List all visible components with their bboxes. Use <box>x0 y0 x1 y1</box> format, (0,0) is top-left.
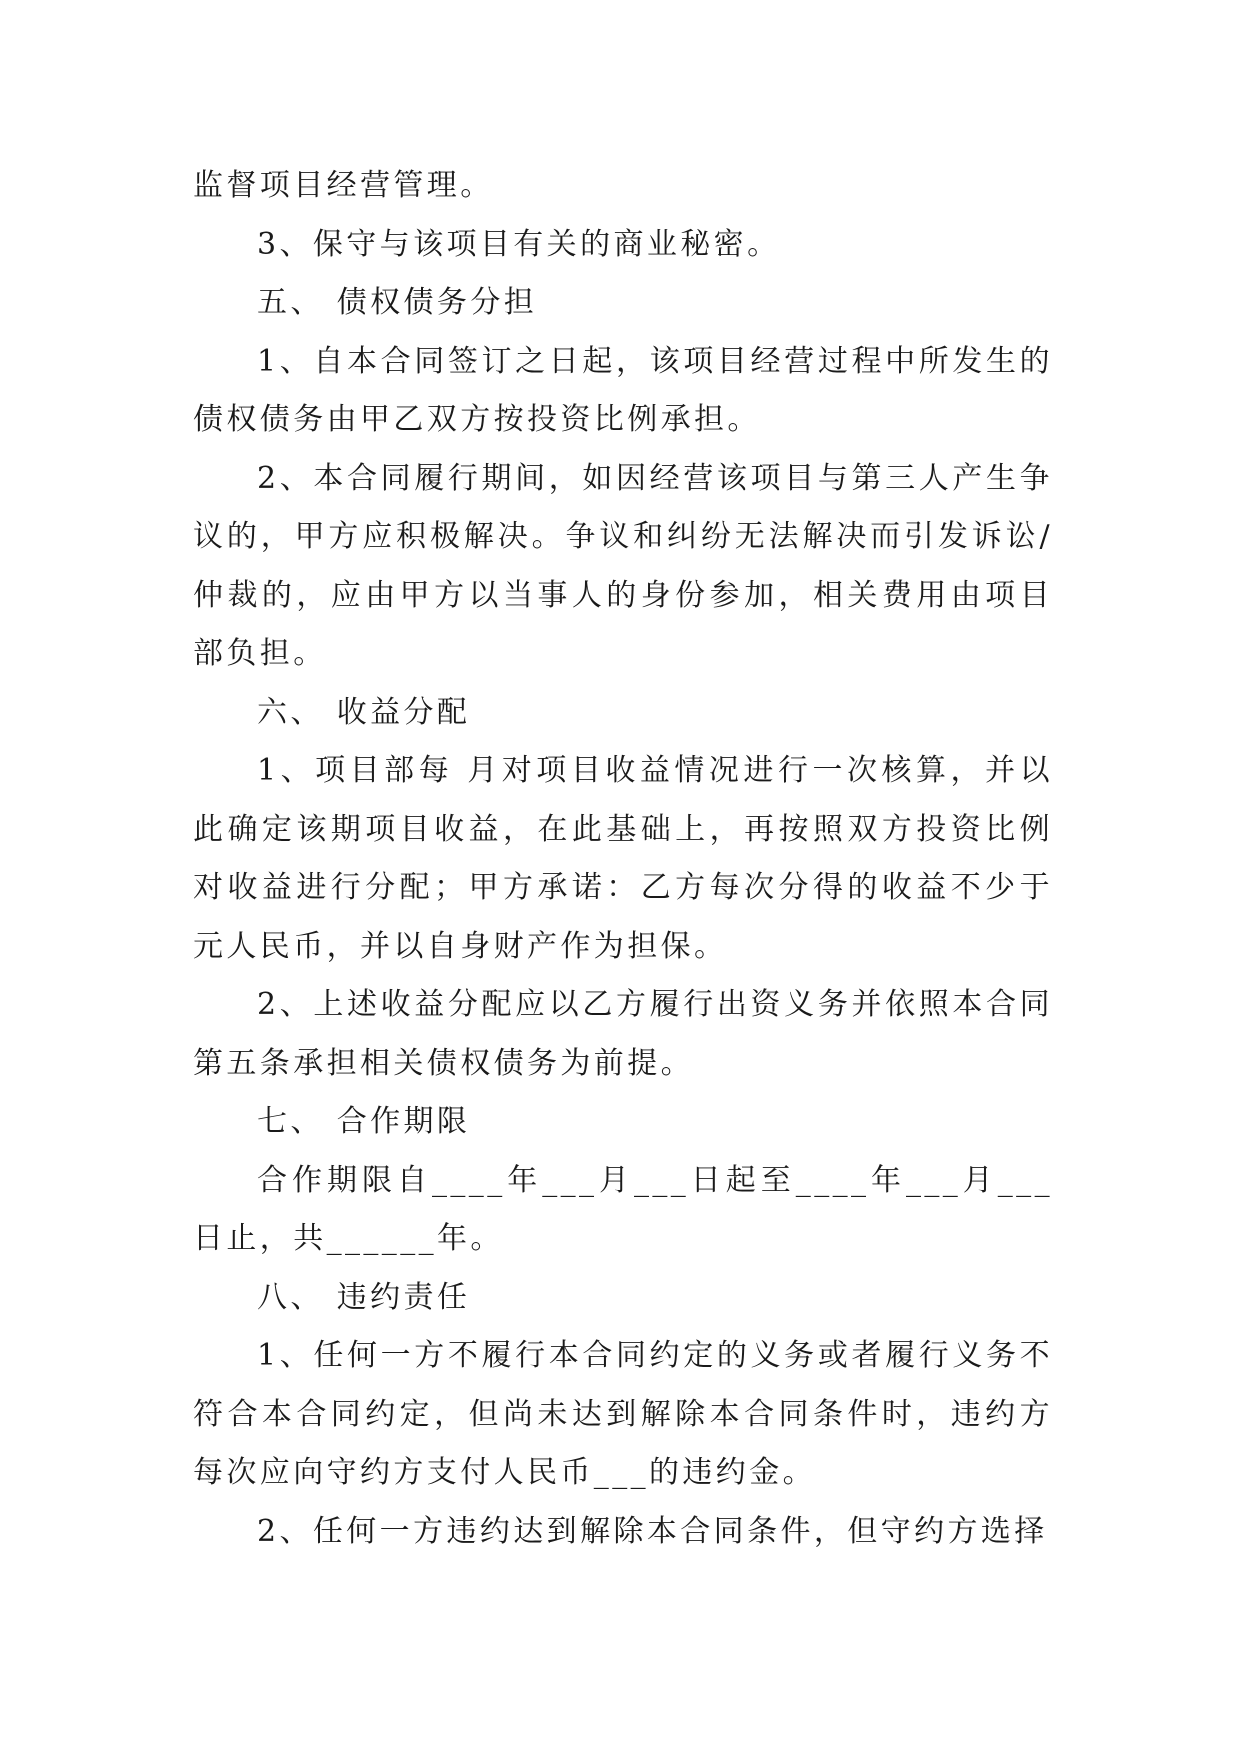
section-heading-6: 六、 收益分配 <box>257 694 471 730</box>
paragraph-10: 合作期限自____年___月___日起至____年___月___日止，共______年。 <box>193 1162 1053 1256</box>
paragraph-5: 2、本合同履行期间，如因经营该项目与第三人产生争议的，甲方应积极解决。争议和纠纷无法解决而引发诉讼/仲裁的，应由甲方以当事人的身份参加，相关费用由项目部负担。 <box>193 460 1053 671</box>
document-body <box>193 157 1066 1561</box>
section-heading-7: 七、 合作期限 <box>257 1104 471 1139</box>
paragraph-1: 监督项目经营管理。 <box>193 168 494 203</box>
section-heading-8: 八、 违约责任 <box>257 1279 471 1315</box>
section-heading-5: 五、 债权债务分担 <box>257 285 538 320</box>
paragraph-12: 1、任何一方不履行本合同约定的义务或者履行义务不符合本合同约定，但尚未达到解除本合同条件时，违约方每次应向守约方支付人民币___的违约金。 <box>193 1338 1053 1490</box>
paragraph-2: 3、保守与该项目有关的商业秘密。 <box>257 226 781 262</box>
paragraph-8: 2、上述收益分配应以乙方履行出资义务并依照本合同第五条承担相关债权债务为前提。 <box>193 987 1053 1081</box>
paragraph-7: 1、项目部每 月对项目收益情况进行一次核算，并以此确定该期项目收益，在此基础上，再按照双方投资比例对收益进行分配；甲方承诺：乙方每次分得的收益不少于 元人民币，并以自身财产作为担保。 <box>193 753 1066 964</box>
paragraph-13: 2、任何一方违约达到解除本合同条件，但守约方选择 <box>257 1513 1048 1549</box>
paragraph-4: 1、自本合同签订之日起，该项目经营过程中所发生的债权债务由甲乙双方按投资比例承担。 <box>193 343 1053 437</box>
